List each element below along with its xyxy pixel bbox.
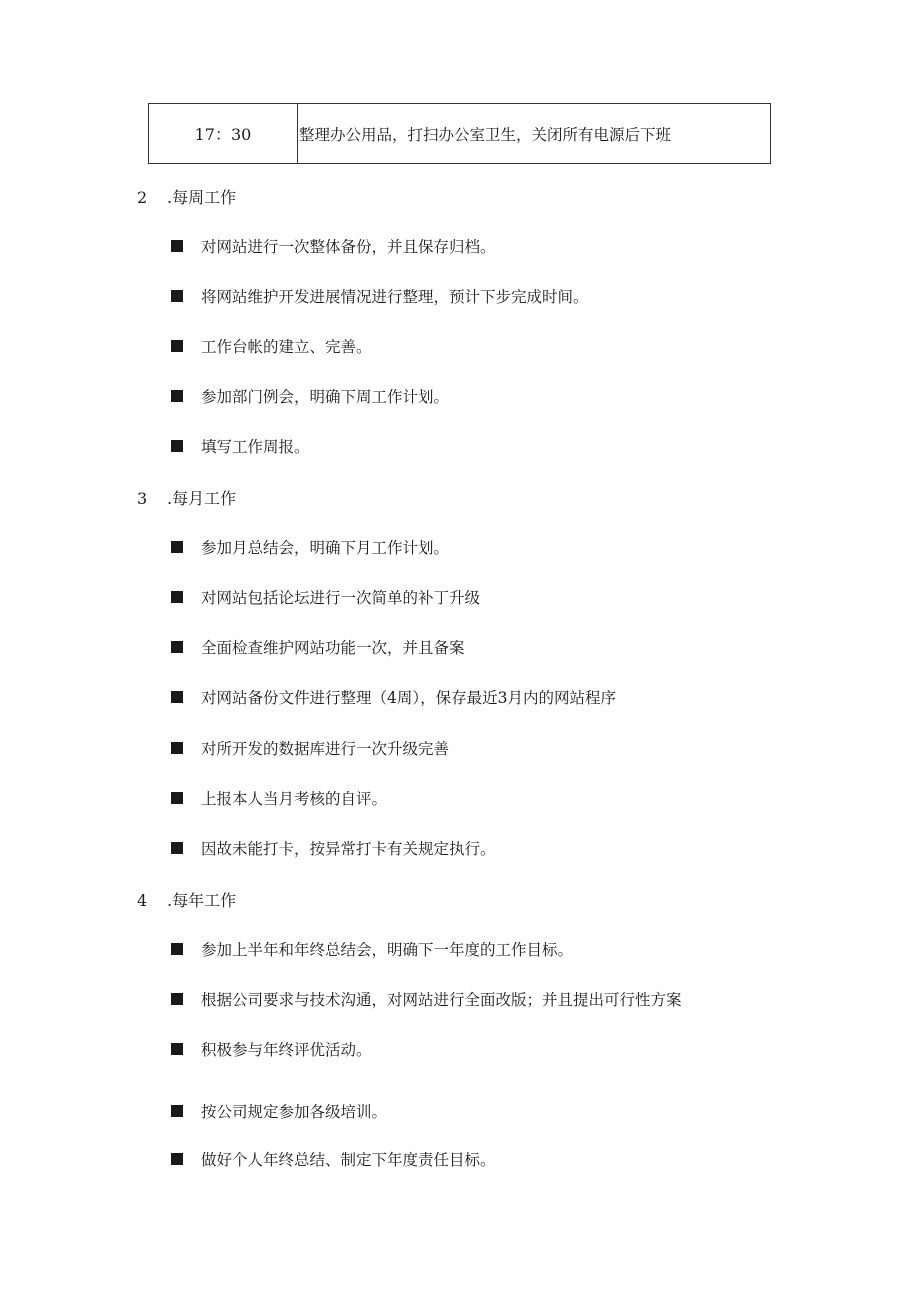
- section-title: .每年工作: [167, 891, 237, 910]
- section-heading-monthly: [137, 486, 236, 509]
- list-item-text: 积极参与年终评优活动。: [201, 1041, 372, 1059]
- square-bullet-icon: [171, 290, 183, 302]
- section-number: 4: [137, 891, 148, 910]
- list-item: [171, 285, 589, 307]
- list-item-text: 对网站包括论坛进行一次简单的补丁升级: [201, 589, 481, 607]
- square-bullet-icon: [171, 842, 183, 854]
- list-item: [171, 636, 465, 658]
- list-item: [171, 1100, 387, 1122]
- schedule-table-row: [148, 103, 771, 164]
- section-title: .每月工作: [167, 489, 237, 508]
- list-item: [171, 435, 310, 457]
- list-item: [171, 686, 616, 708]
- list-item-text: 对网站进行一次整体备份，并且保存归档。: [201, 238, 496, 256]
- list-item-text: 填写工作周报。: [201, 438, 310, 456]
- list-item-text: 按公司规定参加各级培训。: [201, 1103, 388, 1121]
- list-item: [171, 787, 387, 809]
- schedule-time-cell: 17：30: [149, 104, 298, 163]
- square-bullet-icon: [171, 943, 183, 955]
- list-item-text: 做好个人年终总结、制定下年度责任目标。: [201, 1151, 496, 1169]
- square-bullet-icon: [171, 240, 183, 252]
- section-number: 2: [137, 188, 148, 207]
- square-bullet-icon: [171, 1043, 183, 1055]
- square-bullet-icon: [171, 691, 183, 703]
- section-number: 3: [137, 489, 148, 508]
- square-bullet-icon: [171, 390, 183, 402]
- square-bullet-icon: [171, 591, 183, 603]
- list-item-text: 全面检查维护网站功能一次，并且备案: [201, 639, 465, 657]
- list-item: [171, 335, 372, 357]
- list-item-text: 参加部门例会，明确下周工作计划。: [201, 388, 450, 406]
- list-item-text: 根据公司要求与技术沟通，对网站进行全面改版；并且提出可行性方案: [201, 991, 682, 1009]
- section-title: .每周工作: [167, 188, 237, 207]
- list-item-text: 上报本人当月考核的自评。: [201, 790, 388, 808]
- list-item: [171, 1038, 372, 1060]
- list-item: [171, 235, 496, 257]
- square-bullet-icon: [171, 993, 183, 1005]
- list-item: [171, 536, 449, 558]
- list-item-text: 对网站备份文件进行整理（4周），保存最近3月内的网站程序: [201, 689, 616, 707]
- square-bullet-icon: [171, 742, 183, 754]
- square-bullet-icon: [171, 541, 183, 553]
- square-bullet-icon: [171, 641, 183, 653]
- list-item-text: 因故未能打卡，按异常打卡有关规定执行。: [201, 840, 496, 858]
- list-item-text: 将网站维护开发进展情况进行整理，预计下步完成时间。: [201, 288, 589, 306]
- list-item: [171, 586, 480, 608]
- list-item: [171, 1148, 496, 1170]
- list-item-text: 参加上半年和年终总结会，明确下一年度的工作目标。: [201, 941, 574, 959]
- list-item: [171, 837, 496, 859]
- list-item: [171, 988, 682, 1010]
- list-item-text: 参加月总结会，明确下月工作计划。: [201, 539, 450, 557]
- square-bullet-icon: [171, 340, 183, 352]
- square-bullet-icon: [171, 1105, 183, 1117]
- section-heading-yearly: [137, 888, 236, 911]
- list-item-text: 对所开发的数据库进行一次升级完善: [201, 740, 450, 758]
- section-heading-weekly: [137, 185, 236, 208]
- list-item: [171, 737, 449, 759]
- schedule-task-cell: 整理办公用品，打扫办公室卫生，关闭所有电源后下班: [299, 125, 672, 144]
- list-item: [171, 385, 449, 407]
- square-bullet-icon: [171, 1153, 183, 1165]
- list-item: [171, 938, 573, 960]
- square-bullet-icon: [171, 440, 183, 452]
- square-bullet-icon: [171, 792, 183, 804]
- list-item-text: 工作台帐的建立、完善。: [201, 338, 372, 356]
